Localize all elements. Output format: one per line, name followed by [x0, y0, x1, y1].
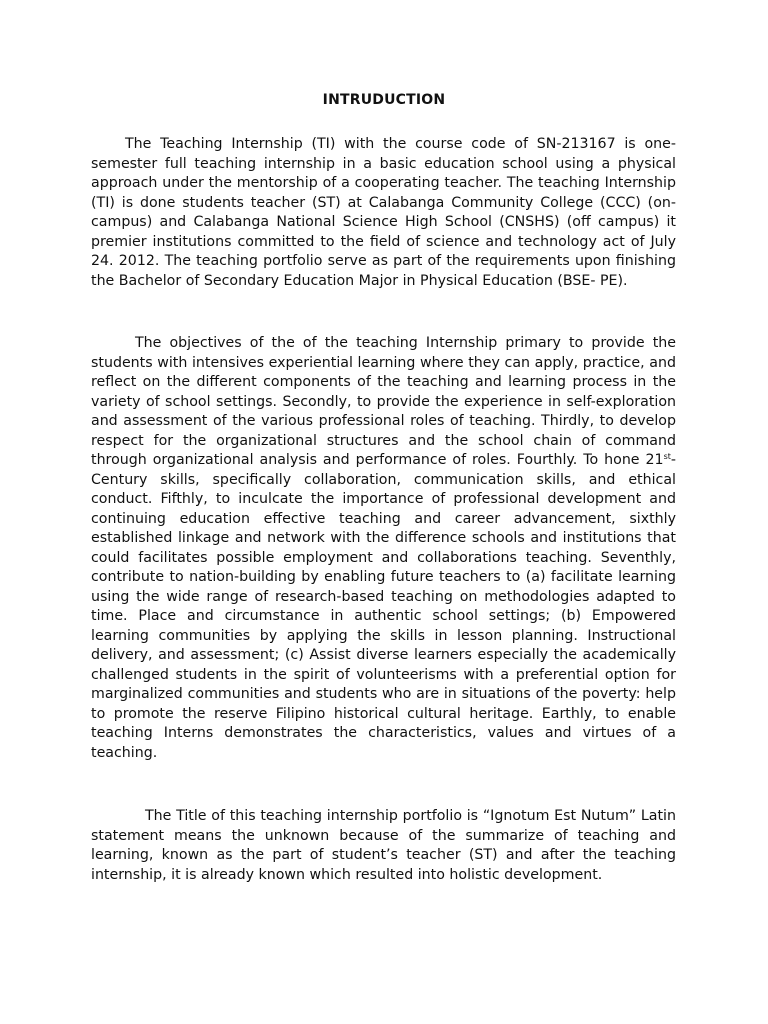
objectives-text-part-2: - Century skills, specifically collaboration, communication skills, and ethical conduct. Fifthly, to inculcate the importance of professional development and continuing education effective teaching and career advancement, sixthly established linkage and network with the difference schools and institutions that could facilitates possible employment and collaborations teaching. Seventhly, contribute to nation-building by enabling future teachers to (a) facilitate learning using the wide range of research-based teaching on methodologies adapted to time. Place and circumstance in authentic school settings; (b) Empowered learning communities by applying the skills in lesson planning. Instructional delivery, and assessment; (c) Assist diverse learners especially the academically challenged students in the spirit of volunteerisms with a preferential option for marginalized communities and students who are in situations of the poverty: help to promote the reserve Filipino historical cultural heritage. Earthly, to enable teaching Interns demonstrates the characteristics, values and virtues of a teaching.: [91, 452, 676, 761]
paragraph-portfolio-title: The Title of this teaching internship portfolio is “Ignotum Est Nutum” Latin statement means the unknown because of the summarize of teaching and learning, known as the part of student’s teacher (ST) and after the teaching internship, it is already known which resulted into holistic development.: [91, 808, 676, 883]
ordinal-superscript: st: [663, 452, 671, 461]
page-title: INTRUDUCTION: [322, 92, 446, 108]
objectives-text-part-1: The objectives of the of the teaching Internship primary to provide the students with intensives experiential learning where they can apply, practice, and reflect on the different components of the teaching and learning process in the variety of school settings. Secondly, to provide the experience in self-exploration and assessment of the various professional roles of teaching. Thirdly, to develop respect for the organizational structures and the school chain of command through organizational analysis and performance of roles. Fourthly. To hone 21: [91, 335, 676, 468]
paragraph-objectives: [91, 334, 676, 763]
paragraph-internship-overview: The Teaching Internship (TI) with the course code of SN-213167 is one-semester full teaching internship in a basic education school using a physical approach under the mentorship of a cooperating teacher. The teaching Internship (TI) is done students teacher (ST) at Calabanga Community College (CCC) (on-campus) and Calabanga National Science High School (CNSHS) (off campus) it premier institutions committed to the field of science and technology act of July 24. 2012. The teaching portfolio serve as part of the requirements upon finishing the Bachelor of Secondary Education Major in Physical Education (BSE- PE).: [91, 136, 676, 289]
